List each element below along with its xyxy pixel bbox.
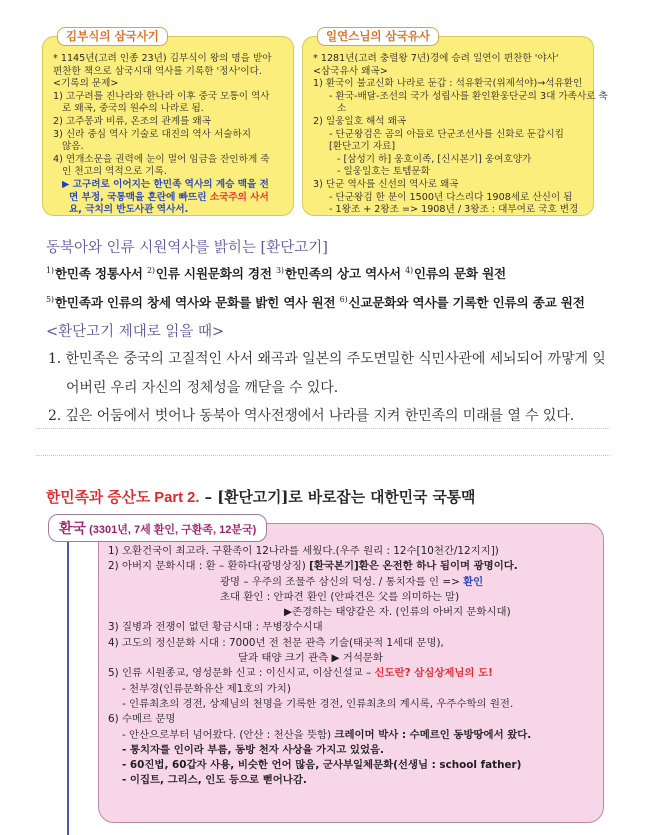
feature-num: 1)	[46, 266, 54, 275]
hwanguk-title: 환국	[59, 521, 87, 537]
feature-num: 2)	[146, 266, 155, 275]
feature-num: 4)	[405, 266, 413, 275]
hwanguk-tab	[48, 514, 267, 542]
box1-line: 인 천고의 역적으로 기록.	[62, 166, 167, 178]
feature-num: 3)	[276, 266, 284, 275]
samguk-sagi-box	[42, 29, 294, 216]
box2-line: 2) 일웅일호 해석 왜곡	[313, 115, 407, 127]
hwandan-features-row1	[46, 263, 506, 282]
hwanguk-line: 4) 고도의 정신문화 시대 : 7000년 전 천문 관측 기술(태곳적 1세대 문명),	[108, 636, 444, 649]
divider-line	[36, 428, 610, 429]
feature-text: 한민족의 상고 역사서	[284, 266, 406, 281]
reading-item-1: 1. 한민족은 중국의 고질적인 사서 왜곡과 일본의 주도면밀한 식민사관에 세뇌되어 까맣게 잊	[48, 351, 606, 367]
box1-line: * 1145년(고려 인종 23년) 김부식이 왕의 명을 받아	[53, 53, 272, 64]
hwanguk-line: - 통치자를 인이라 부름, 동방 천자 사상을 가지고 있었음.	[122, 743, 384, 756]
reading-subheading: <환단고기 제대로 읽을 때>	[46, 324, 225, 340]
hwanguk-line: 6) 수메르 문명	[108, 713, 176, 726]
hwanguk-content	[108, 544, 531, 789]
hwanguk-line: 3) 질병과 전쟁이 없던 황금시대 : 무병장수시대	[108, 621, 323, 634]
hwanguk-line-text: - 안산으로부터 넘어왔다. (안산 : 천산을 뜻함)	[122, 728, 335, 741]
timeline-line	[67, 535, 69, 835]
hwanguk-line: - 60진법, 60갑자 사용, 비슷한 언어 많음, 군사부일체문화(선생님 : school father)	[122, 759, 522, 772]
box1-conclusion: 요, 극치의 반도사관 역사서.	[69, 204, 189, 216]
box1-line: 2) 고주몽과 비류, 온조의 관계를 왜곡	[53, 115, 211, 127]
hwanguk-line-text: 5) 인류 시원종교, 영성문화 신교 : 이신시교, 이삼신설교 –	[108, 667, 375, 680]
box1-conclusion: 면 부정, 국통맥을 혼란에 빠뜨린	[69, 191, 207, 203]
feature-text: 한민족 정통사서	[54, 266, 147, 281]
box2-line: [환단고기 자료]	[329, 141, 396, 153]
box2-line: * 1281년(고려 충렬왕 7년)경에 승려 일연이 편찬한 '야사'	[313, 53, 559, 64]
hwanguk-line	[108, 728, 531, 743]
box2-line: - 환국-배달-조선의 국가 성립사를 환인환웅단군의 3대 가족사로 축	[329, 90, 608, 102]
samguk-yusa-title: 일연스님의 삼국유사	[317, 27, 439, 46]
feature-text: 인류 시원문화의 경전	[155, 266, 277, 281]
hwanguk-line-text: 2) 아버지 문화시대 : 환 – 환하다(광명상징)	[108, 560, 310, 573]
box2-line: 소	[337, 103, 347, 115]
sindo-highlight: 신도란? 삼심상제님의 도!	[374, 667, 493, 680]
hwanguk-line: - 인류최초의 경전, 상제님의 천명을 기록한 경전, 인류최초의 계시록, 우주수학의 원전.	[122, 697, 514, 710]
samguk-sagi-title: 김부식의 삼국사기	[57, 27, 168, 46]
box2-line: - [삼성기 하] 웅호이족, [신시본기] 웅여호양가	[337, 153, 532, 165]
hwandan-features-row2	[46, 292, 585, 311]
divider-line	[36, 455, 610, 456]
hwanguk-line: 1) 오환건국이 최고라. 구환족이 12나라를 세웠다.(우주 원리 : 12수[10천간/12지지])	[108, 545, 499, 557]
box2-line: - 단군왕검 한 분이 1500년 다스리다 1908세로 산신이 됨	[329, 191, 573, 203]
hwanguk-line	[108, 559, 531, 574]
box1-line: 1) 고구려를 진나라와 한나라 이후 중국 모통이 역사	[53, 90, 270, 102]
samguk-yusa-box	[302, 29, 608, 216]
box2-line: - 1왕조 + 2왕조 => 1908년 / 3왕조 : 대부여로 국호 변경	[329, 204, 579, 216]
box1-conclusion: ▶ 고구려로 이어지는 한민족 역사의 계승 맥을 전	[62, 178, 269, 190]
part-title-red: 한민족과 증산도 Part 2.	[46, 490, 200, 506]
hwanguk-line-text: 광명 – 우주의 조물주 삼신의 덕성. / 통치자를 인 =>	[220, 575, 464, 588]
hwanguk-line: ▶존경하는 태양같은 자. (인류의 아버지 문화시대)	[284, 606, 511, 619]
box1-line: 3) 신라 중심 역사 기술로 대진의 역사 서술하지	[53, 128, 252, 140]
part-title	[46, 486, 475, 507]
reading-item-1-cont: 어버린 우리 자신의 정체성을 깨닫을 수 있다.	[66, 380, 339, 396]
box1-line: <기록의 문제>	[53, 78, 119, 90]
feature-num: 6)	[339, 295, 348, 304]
box1-line: 로 왜곡, 중국의 원수의 나라로 됨.	[62, 103, 204, 115]
hwanguk-subtitle: (3301년, 7세 환인, 구환족, 12분국)	[86, 524, 257, 536]
feature-num: 5)	[46, 295, 54, 304]
hwanguk-line: - 천부경(인류문화유산 제1호의 가치)	[122, 682, 291, 695]
box1-line: 편찬한 책으로 삼국시대 역사를 기록한 '정사'이다.	[53, 65, 262, 77]
feature-text: 인류의 문화 원전	[413, 266, 507, 281]
hwanguk-emphasis: 크레이머 박사 : 수메르인 동방땅에서 왔다.	[334, 728, 532, 741]
feature-text: 신교문화와 역사를 기록한 인류의 종교 원전	[348, 295, 585, 310]
hwanguk-line: 달과 태양 크기 관측 ▶ 거석문화	[238, 652, 383, 665]
box1-emphasis: 소국주의 사서	[206, 191, 269, 203]
box2-line: 1) 환국이 불교신화 나라로 둔갑 : 석유환국(위제석야)→석유환인	[313, 78, 583, 90]
box2-line: 3) 단군 역사를 신선의 역사로 왜곡	[313, 178, 459, 190]
box2-line: - 일웅일호는 토템문화	[337, 166, 430, 178]
hwanguk-line: 초대 환인 : 안파견 환인 (안파견은 父를 의미하는 말)	[220, 590, 460, 603]
reading-item-2: 2. 깊은 어둠에서 벗어나 동북아 역사전쟁에서 나라를 지켜 한민족의 미래를 열 수 있다.	[48, 408, 575, 424]
hwanguk-line: - 이집트, 그리스, 인도 등으로 뻗어나감.	[122, 774, 307, 787]
box2-line: - 단군왕검은 곰의 아들로 단군조선사를 신화로 둔갑시킴	[329, 128, 564, 140]
hwanin-highlight: 환인	[463, 575, 484, 588]
hwanguk-line	[108, 575, 531, 590]
hwanguk-line	[108, 666, 531, 681]
box2-line: <삼국유사 왜곡>	[313, 65, 388, 77]
feature-text: 한민족과 인류의 창세 역사와 문화를 밝힌 역사 원전	[54, 295, 340, 310]
hwanguk-emphasis: [환국본기]환은 온전한 하나 됨이며 광명이다.	[309, 560, 518, 573]
box1-line: 않음.	[62, 141, 84, 153]
hwandan-heading: 동북아와 인류 시원역사를 밝히는 [환단고기]	[46, 240, 328, 256]
part-title-rest: – [환단고기]로 바로잡는 대한민국 국통맥	[199, 489, 476, 506]
box1-line: 4) 연개소문을 권력에 눈이 멀어 임금을 잔인하게 죽	[53, 153, 270, 165]
